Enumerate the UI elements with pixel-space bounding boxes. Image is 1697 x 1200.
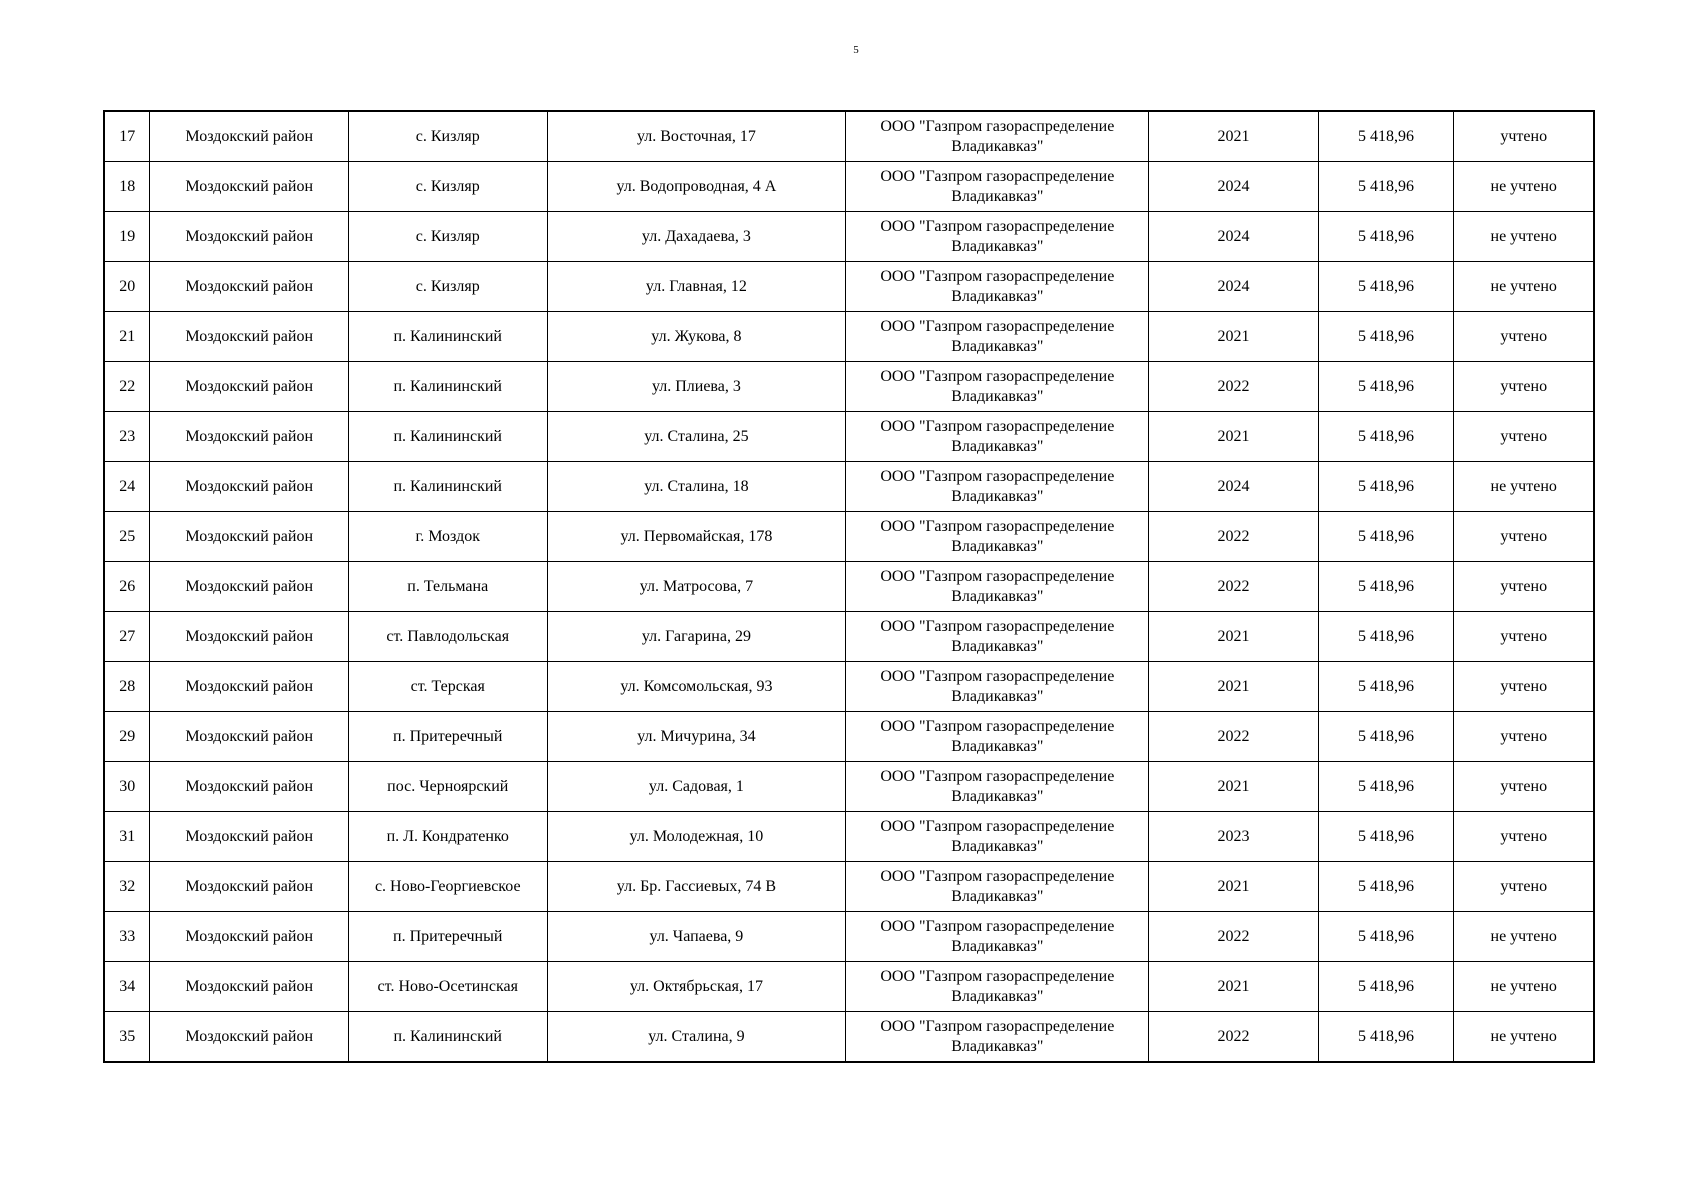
organization-line-2: Владикавказ" xyxy=(951,737,1044,755)
address-cell: ул. Садовая, 1 xyxy=(547,762,846,812)
organization-line-2: Владикавказ" xyxy=(951,387,1044,405)
table-row xyxy=(104,111,1594,162)
locality-cell: ст. Терская xyxy=(348,662,547,712)
year-cell: 2021 xyxy=(1149,962,1318,1012)
table-row xyxy=(104,162,1594,212)
year-cell: 2021 xyxy=(1149,662,1318,712)
year-cell: 2022 xyxy=(1149,712,1318,762)
organization-line-1: ООО "Газпром газораспределение xyxy=(880,667,1115,685)
amount-cell: 5 418,96 xyxy=(1318,462,1454,512)
status-cell: учтено xyxy=(1454,612,1594,662)
amount-cell: 5 418,96 xyxy=(1318,512,1454,562)
organization-line-2: Владикавказ" xyxy=(951,987,1044,1005)
status-cell: не учтено xyxy=(1454,262,1594,312)
table-row xyxy=(104,812,1594,862)
district-cell: Моздокский район xyxy=(150,462,349,512)
row-number: 32 xyxy=(104,862,150,912)
organization-line-2: Владикавказ" xyxy=(951,687,1044,705)
status-cell: учтено xyxy=(1454,111,1594,162)
locality-cell: п. Калининский xyxy=(348,412,547,462)
table-row xyxy=(104,312,1594,362)
organization-line-1: ООО "Газпром газораспределение xyxy=(880,717,1115,735)
organization-cell xyxy=(846,812,1149,862)
status-cell: учтено xyxy=(1454,662,1594,712)
status-cell: учтено xyxy=(1454,412,1594,462)
page-number: 5 xyxy=(853,44,859,56)
organization-cell xyxy=(846,662,1149,712)
organization-line-2: Владикавказ" xyxy=(951,237,1044,255)
locality-cell: с. Кизляр xyxy=(348,162,547,212)
row-number: 27 xyxy=(104,612,150,662)
district-cell: Моздокский район xyxy=(150,662,349,712)
locality-cell: с. Кизляр xyxy=(348,212,547,262)
locality-cell: с. Кизляр xyxy=(348,111,547,162)
table-row xyxy=(104,612,1594,662)
year-cell: 2021 xyxy=(1149,762,1318,812)
locality-cell: п. Л. Кондратенко xyxy=(348,812,547,862)
organization-cell xyxy=(846,412,1149,462)
table-row xyxy=(104,362,1594,412)
locality-cell: п. Калининский xyxy=(348,1012,547,1063)
organization-line-2: Владикавказ" xyxy=(951,837,1044,855)
amount-cell: 5 418,96 xyxy=(1318,812,1454,862)
row-number: 23 xyxy=(104,412,150,462)
year-cell: 2022 xyxy=(1149,562,1318,612)
organization-cell xyxy=(846,162,1149,212)
organization-cell xyxy=(846,912,1149,962)
address-cell: ул. Плиева, 3 xyxy=(547,362,846,412)
organization-line-2: Владикавказ" xyxy=(951,1037,1044,1055)
amount-cell: 5 418,96 xyxy=(1318,562,1454,612)
year-cell: 2024 xyxy=(1149,212,1318,262)
year-cell: 2021 xyxy=(1149,312,1318,362)
amount-cell: 5 418,96 xyxy=(1318,412,1454,462)
organization-line-2: Владикавказ" xyxy=(951,137,1044,155)
organization-line-1: ООО "Газпром газораспределение xyxy=(880,517,1115,535)
status-cell: учтено xyxy=(1454,812,1594,862)
locality-cell: п. Калининский xyxy=(348,462,547,512)
table-row xyxy=(104,662,1594,712)
organization-line-1: ООО "Газпром газораспределение xyxy=(880,817,1115,835)
amount-cell: 5 418,96 xyxy=(1318,162,1454,212)
district-cell: Моздокский район xyxy=(150,262,349,312)
organization-cell xyxy=(846,512,1149,562)
table-row xyxy=(104,462,1594,512)
amount-cell: 5 418,96 xyxy=(1318,762,1454,812)
row-number: 20 xyxy=(104,262,150,312)
organization-line-1: ООО "Газпром газораспределение xyxy=(880,467,1115,485)
address-cell: ул. Сталина, 9 xyxy=(547,1012,846,1063)
district-cell: Моздокский район xyxy=(150,111,349,162)
organization-line-1: ООО "Газпром газораспределение xyxy=(880,117,1115,135)
organization-line-1: ООО "Газпром газораспределение xyxy=(880,267,1115,285)
address-cell: ул. Первомайская, 178 xyxy=(547,512,846,562)
table-row xyxy=(104,912,1594,962)
district-cell: Моздокский район xyxy=(150,1012,349,1063)
address-cell: ул. Гагарина, 29 xyxy=(547,612,846,662)
organization-line-2: Владикавказ" xyxy=(951,437,1044,455)
table-row xyxy=(104,862,1594,912)
district-cell: Моздокский район xyxy=(150,362,349,412)
organization-line-2: Владикавказ" xyxy=(951,787,1044,805)
table-row xyxy=(104,512,1594,562)
row-number: 35 xyxy=(104,1012,150,1063)
row-number: 33 xyxy=(104,912,150,962)
amount-cell: 5 418,96 xyxy=(1318,212,1454,262)
status-cell: не учтено xyxy=(1454,162,1594,212)
year-cell: 2022 xyxy=(1149,362,1318,412)
organization-cell xyxy=(846,962,1149,1012)
district-cell: Моздокский район xyxy=(150,712,349,762)
amount-cell: 5 418,96 xyxy=(1318,962,1454,1012)
year-cell: 2022 xyxy=(1149,912,1318,962)
year-cell: 2024 xyxy=(1149,462,1318,512)
table-row xyxy=(104,412,1594,462)
address-cell: ул. Жукова, 8 xyxy=(547,312,846,362)
organization-cell xyxy=(846,562,1149,612)
row-number: 28 xyxy=(104,662,150,712)
organization-cell xyxy=(846,362,1149,412)
organization-cell xyxy=(846,612,1149,662)
status-cell: не учтено xyxy=(1454,462,1594,512)
amount-cell: 5 418,96 xyxy=(1318,1012,1454,1063)
row-number: 30 xyxy=(104,762,150,812)
organization-line-2: Владикавказ" xyxy=(951,537,1044,555)
amount-cell: 5 418,96 xyxy=(1318,312,1454,362)
row-number: 25 xyxy=(104,512,150,562)
district-cell: Моздокский район xyxy=(150,812,349,862)
amount-cell: 5 418,96 xyxy=(1318,862,1454,912)
status-cell: не учтено xyxy=(1454,912,1594,962)
organization-cell xyxy=(846,762,1149,812)
district-cell: Моздокский район xyxy=(150,562,349,612)
status-cell: не учтено xyxy=(1454,962,1594,1012)
organization-line-2: Владикавказ" xyxy=(951,487,1044,505)
organization-line-2: Владикавказ" xyxy=(951,187,1044,205)
organization-line-2: Владикавказ" xyxy=(951,887,1044,905)
status-cell: учтено xyxy=(1454,562,1594,612)
organization-line-1: ООО "Газпром газораспределение xyxy=(880,217,1115,235)
address-cell: ул. Восточная, 17 xyxy=(547,111,846,162)
row-number: 18 xyxy=(104,162,150,212)
row-number: 26 xyxy=(104,562,150,612)
year-cell: 2024 xyxy=(1149,162,1318,212)
locality-cell: г. Моздок xyxy=(348,512,547,562)
row-number: 29 xyxy=(104,712,150,762)
district-cell: Моздокский район xyxy=(150,512,349,562)
address-cell: ул. Чапаева, 9 xyxy=(547,912,846,962)
locality-cell: пос. Черноярский xyxy=(348,762,547,812)
amount-cell: 5 418,96 xyxy=(1318,912,1454,962)
locality-cell: с. Ново-Георгиевское xyxy=(348,862,547,912)
table-row xyxy=(104,1012,1594,1063)
address-cell: ул. Сталина, 25 xyxy=(547,412,846,462)
organization-line-2: Владикавказ" xyxy=(951,587,1044,605)
row-number: 17 xyxy=(104,111,150,162)
row-number: 34 xyxy=(104,962,150,1012)
organization-cell xyxy=(846,862,1149,912)
row-number: 21 xyxy=(104,312,150,362)
year-cell: 2021 xyxy=(1149,612,1318,662)
amount-cell: 5 418,96 xyxy=(1318,362,1454,412)
status-cell: учтено xyxy=(1454,712,1594,762)
table-row xyxy=(104,262,1594,312)
organization-cell xyxy=(846,1012,1149,1063)
district-cell: Моздокский район xyxy=(150,612,349,662)
year-cell: 2022 xyxy=(1149,1012,1318,1063)
address-cell: ул. Матросова, 7 xyxy=(547,562,846,612)
status-cell: учтено xyxy=(1454,762,1594,812)
locality-cell: п. Калининский xyxy=(348,312,547,362)
table-row xyxy=(104,762,1594,812)
district-cell: Моздокский район xyxy=(150,212,349,262)
status-cell: не учтено xyxy=(1454,1012,1594,1063)
organization-line-1: ООО "Газпром газораспределение xyxy=(880,767,1115,785)
district-cell: Моздокский район xyxy=(150,962,349,1012)
address-cell: ул. Главная, 12 xyxy=(547,262,846,312)
status-cell: учтено xyxy=(1454,312,1594,362)
row-number: 24 xyxy=(104,462,150,512)
district-cell: Моздокский район xyxy=(150,862,349,912)
row-number: 22 xyxy=(104,362,150,412)
organization-line-2: Владикавказ" xyxy=(951,337,1044,355)
organization-line-1: ООО "Газпром газораспределение xyxy=(880,417,1115,435)
organization-cell xyxy=(846,462,1149,512)
year-cell: 2024 xyxy=(1149,262,1318,312)
district-cell: Моздокский район xyxy=(150,162,349,212)
organization-line-1: ООО "Газпром газораспределение xyxy=(880,917,1115,935)
address-cell: ул. Бр. Гассиевых, 74 В xyxy=(547,862,846,912)
amount-cell: 5 418,96 xyxy=(1318,262,1454,312)
address-cell: ул. Мичурина, 34 xyxy=(547,712,846,762)
amount-cell: 5 418,96 xyxy=(1318,712,1454,762)
year-cell: 2021 xyxy=(1149,412,1318,462)
organization-line-1: ООО "Газпром газораспределение xyxy=(880,567,1115,585)
locality-cell: п. Притеречный xyxy=(348,712,547,762)
address-cell: ул. Сталина, 18 xyxy=(547,462,846,512)
year-cell: 2021 xyxy=(1149,111,1318,162)
status-cell: учтено xyxy=(1454,512,1594,562)
amount-cell: 5 418,96 xyxy=(1318,662,1454,712)
organization-line-1: ООО "Газпром газораспределение xyxy=(880,867,1115,885)
organization-line-1: ООО "Газпром газораспределение xyxy=(880,367,1115,385)
address-cell: ул. Дахадаева, 3 xyxy=(547,212,846,262)
organization-cell xyxy=(846,712,1149,762)
amount-cell: 5 418,96 xyxy=(1318,111,1454,162)
organization-line-2: Владикавказ" xyxy=(951,637,1044,655)
address-cell: ул. Водопроводная, 4 А xyxy=(547,162,846,212)
locality-cell: п. Калининский xyxy=(348,362,547,412)
address-cell: ул. Комсомольская, 93 xyxy=(547,662,846,712)
district-cell: Моздокский район xyxy=(150,762,349,812)
table-row xyxy=(104,712,1594,762)
locality-cell: с. Кизляр xyxy=(348,262,547,312)
district-cell: Моздокский район xyxy=(150,312,349,362)
district-cell: Моздокский район xyxy=(150,912,349,962)
organization-line-1: ООО "Газпром газораспределение xyxy=(880,967,1115,985)
organization-line-1: ООО "Газпром газораспределение xyxy=(880,167,1115,185)
organization-line-2: Владикавказ" xyxy=(951,937,1044,955)
locality-cell: ст. Павлодольская xyxy=(348,612,547,662)
organization-cell xyxy=(846,262,1149,312)
year-cell: 2023 xyxy=(1149,812,1318,862)
organization-line-1: ООО "Газпром газораспределение xyxy=(880,617,1115,635)
organization-line-1: ООО "Газпром газораспределение xyxy=(880,1017,1115,1035)
year-cell: 2021 xyxy=(1149,862,1318,912)
status-cell: не учтено xyxy=(1454,212,1594,262)
year-cell: 2022 xyxy=(1149,512,1318,562)
table-body xyxy=(104,111,1594,1062)
row-number: 31 xyxy=(104,812,150,862)
table-row xyxy=(104,212,1594,262)
organization-cell xyxy=(846,111,1149,162)
amount-cell: 5 418,96 xyxy=(1318,612,1454,662)
address-cell: ул. Молодежная, 10 xyxy=(547,812,846,862)
locality-cell: п. Притеречный xyxy=(348,912,547,962)
locality-cell: ст. Ново-Осетинская xyxy=(348,962,547,1012)
organization-line-1: ООО "Газпром газораспределение xyxy=(880,317,1115,335)
locality-cell: п. Тельмана xyxy=(348,562,547,612)
district-cell: Моздокский район xyxy=(150,412,349,462)
address-cell: ул. Октябрьская, 17 xyxy=(547,962,846,1012)
register-table xyxy=(103,110,1595,1063)
status-cell: учтено xyxy=(1454,362,1594,412)
organization-cell xyxy=(846,312,1149,362)
row-number: 19 xyxy=(104,212,150,262)
organization-cell xyxy=(846,212,1149,262)
organization-line-2: Владикавказ" xyxy=(951,287,1044,305)
table-row xyxy=(104,962,1594,1012)
status-cell: учтено xyxy=(1454,862,1594,912)
table-row xyxy=(104,562,1594,612)
